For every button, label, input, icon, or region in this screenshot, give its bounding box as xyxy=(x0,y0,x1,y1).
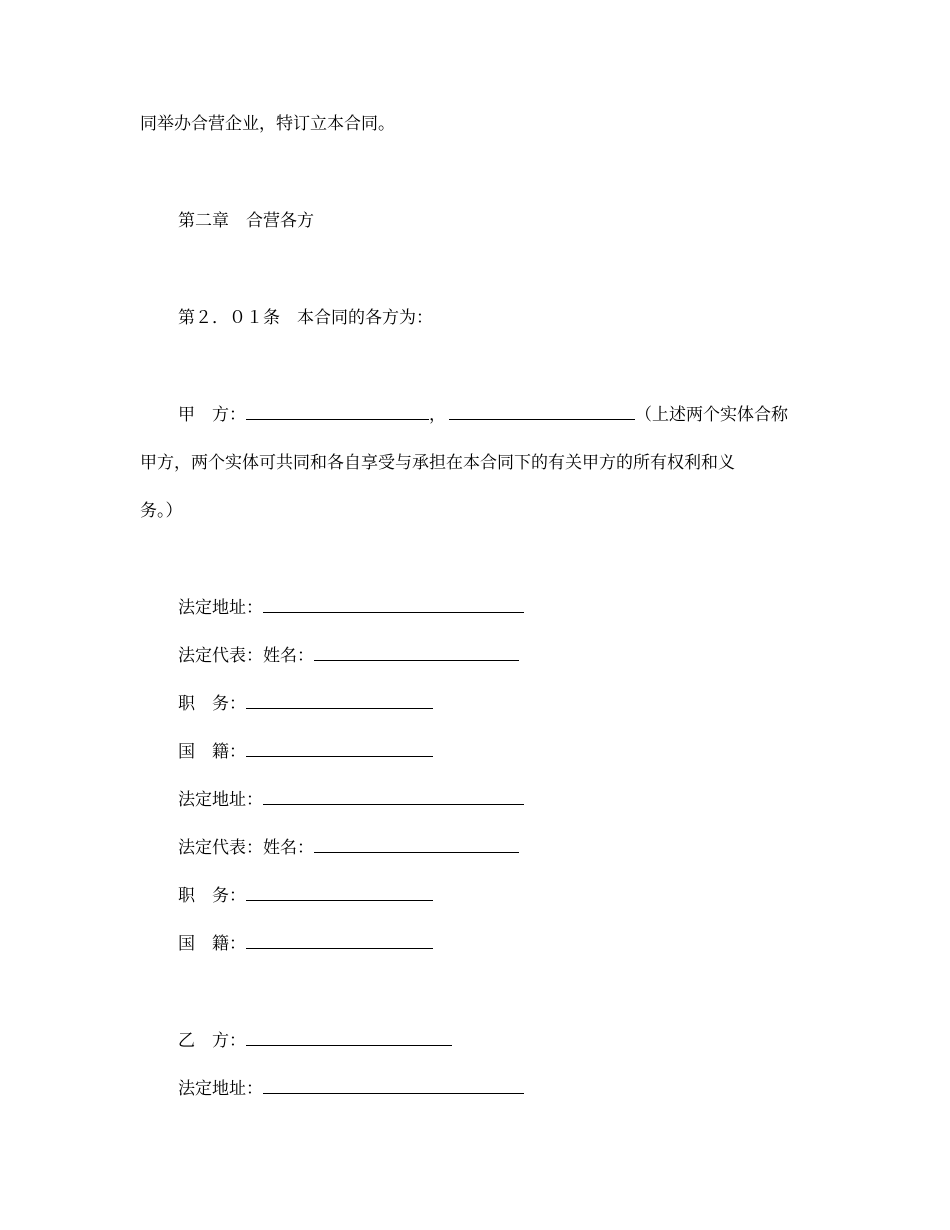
entity1-rep-label: 法定代表：姓名： xyxy=(178,646,314,666)
entity2-address-label: 法定地址： xyxy=(178,790,263,810)
entity1-rep-blank[interactable] xyxy=(314,644,519,661)
entity2-rep-label: 法定代表：姓名： xyxy=(178,838,314,858)
party-a-note-line2: 甲方，两个实体可共同和各自享受与承担在本合同下的有关甲方的所有权利和义 xyxy=(140,453,735,473)
entity1-nationality-label: 国 籍： xyxy=(178,742,246,762)
entity1-address-row xyxy=(178,596,524,620)
party-a-label: 甲 方： xyxy=(178,405,246,425)
entity2-rep-blank[interactable] xyxy=(314,836,519,853)
entity1-rep-row xyxy=(178,644,519,668)
entity2-nationality-label: 国 籍： xyxy=(178,934,246,954)
entity2-position-row xyxy=(178,884,433,908)
party-a-line xyxy=(178,403,788,427)
entity2-nationality-blank[interactable] xyxy=(246,932,433,949)
entity2-address-row xyxy=(178,788,524,812)
party-b-label: 乙 方： xyxy=(178,1031,246,1051)
entity2-nationality-row xyxy=(178,932,433,956)
entity1-address-blank[interactable] xyxy=(263,596,524,613)
entity2-position-blank[interactable] xyxy=(246,884,433,901)
party-b-address-blank[interactable] xyxy=(263,1077,524,1094)
party-a-note-start: （上述两个实体合称 xyxy=(635,405,788,425)
chapter-heading: 第二章 合营各方 xyxy=(178,211,314,231)
party-a-separator: ， xyxy=(429,405,446,425)
party-a-entity2-blank[interactable] xyxy=(449,403,635,420)
entity2-rep-row xyxy=(178,836,519,860)
entity2-address-blank[interactable] xyxy=(263,788,524,805)
article-2-01: 第２．０１条 本合同的各方为： xyxy=(178,308,433,328)
entity1-nationality-row xyxy=(178,740,433,764)
entity1-position-blank[interactable] xyxy=(246,692,433,709)
entity2-position-label: 职 务： xyxy=(178,886,246,906)
party-b-address-row xyxy=(178,1077,524,1101)
party-a-note-line3: 务。） xyxy=(140,501,183,521)
entity1-position-label: 职 务： xyxy=(178,694,246,714)
party-b-blank[interactable] xyxy=(246,1029,452,1046)
entity1-nationality-blank[interactable] xyxy=(246,740,433,757)
party-b-row xyxy=(178,1029,452,1053)
party-a-entity1-blank[interactable] xyxy=(246,403,429,420)
intro-tail-text: 同举办合营企业，特订立本合同。 xyxy=(140,114,395,134)
entity1-position-row xyxy=(178,692,433,716)
party-b-address-label: 法定地址： xyxy=(178,1079,263,1099)
entity1-address-label: 法定地址： xyxy=(178,598,263,618)
